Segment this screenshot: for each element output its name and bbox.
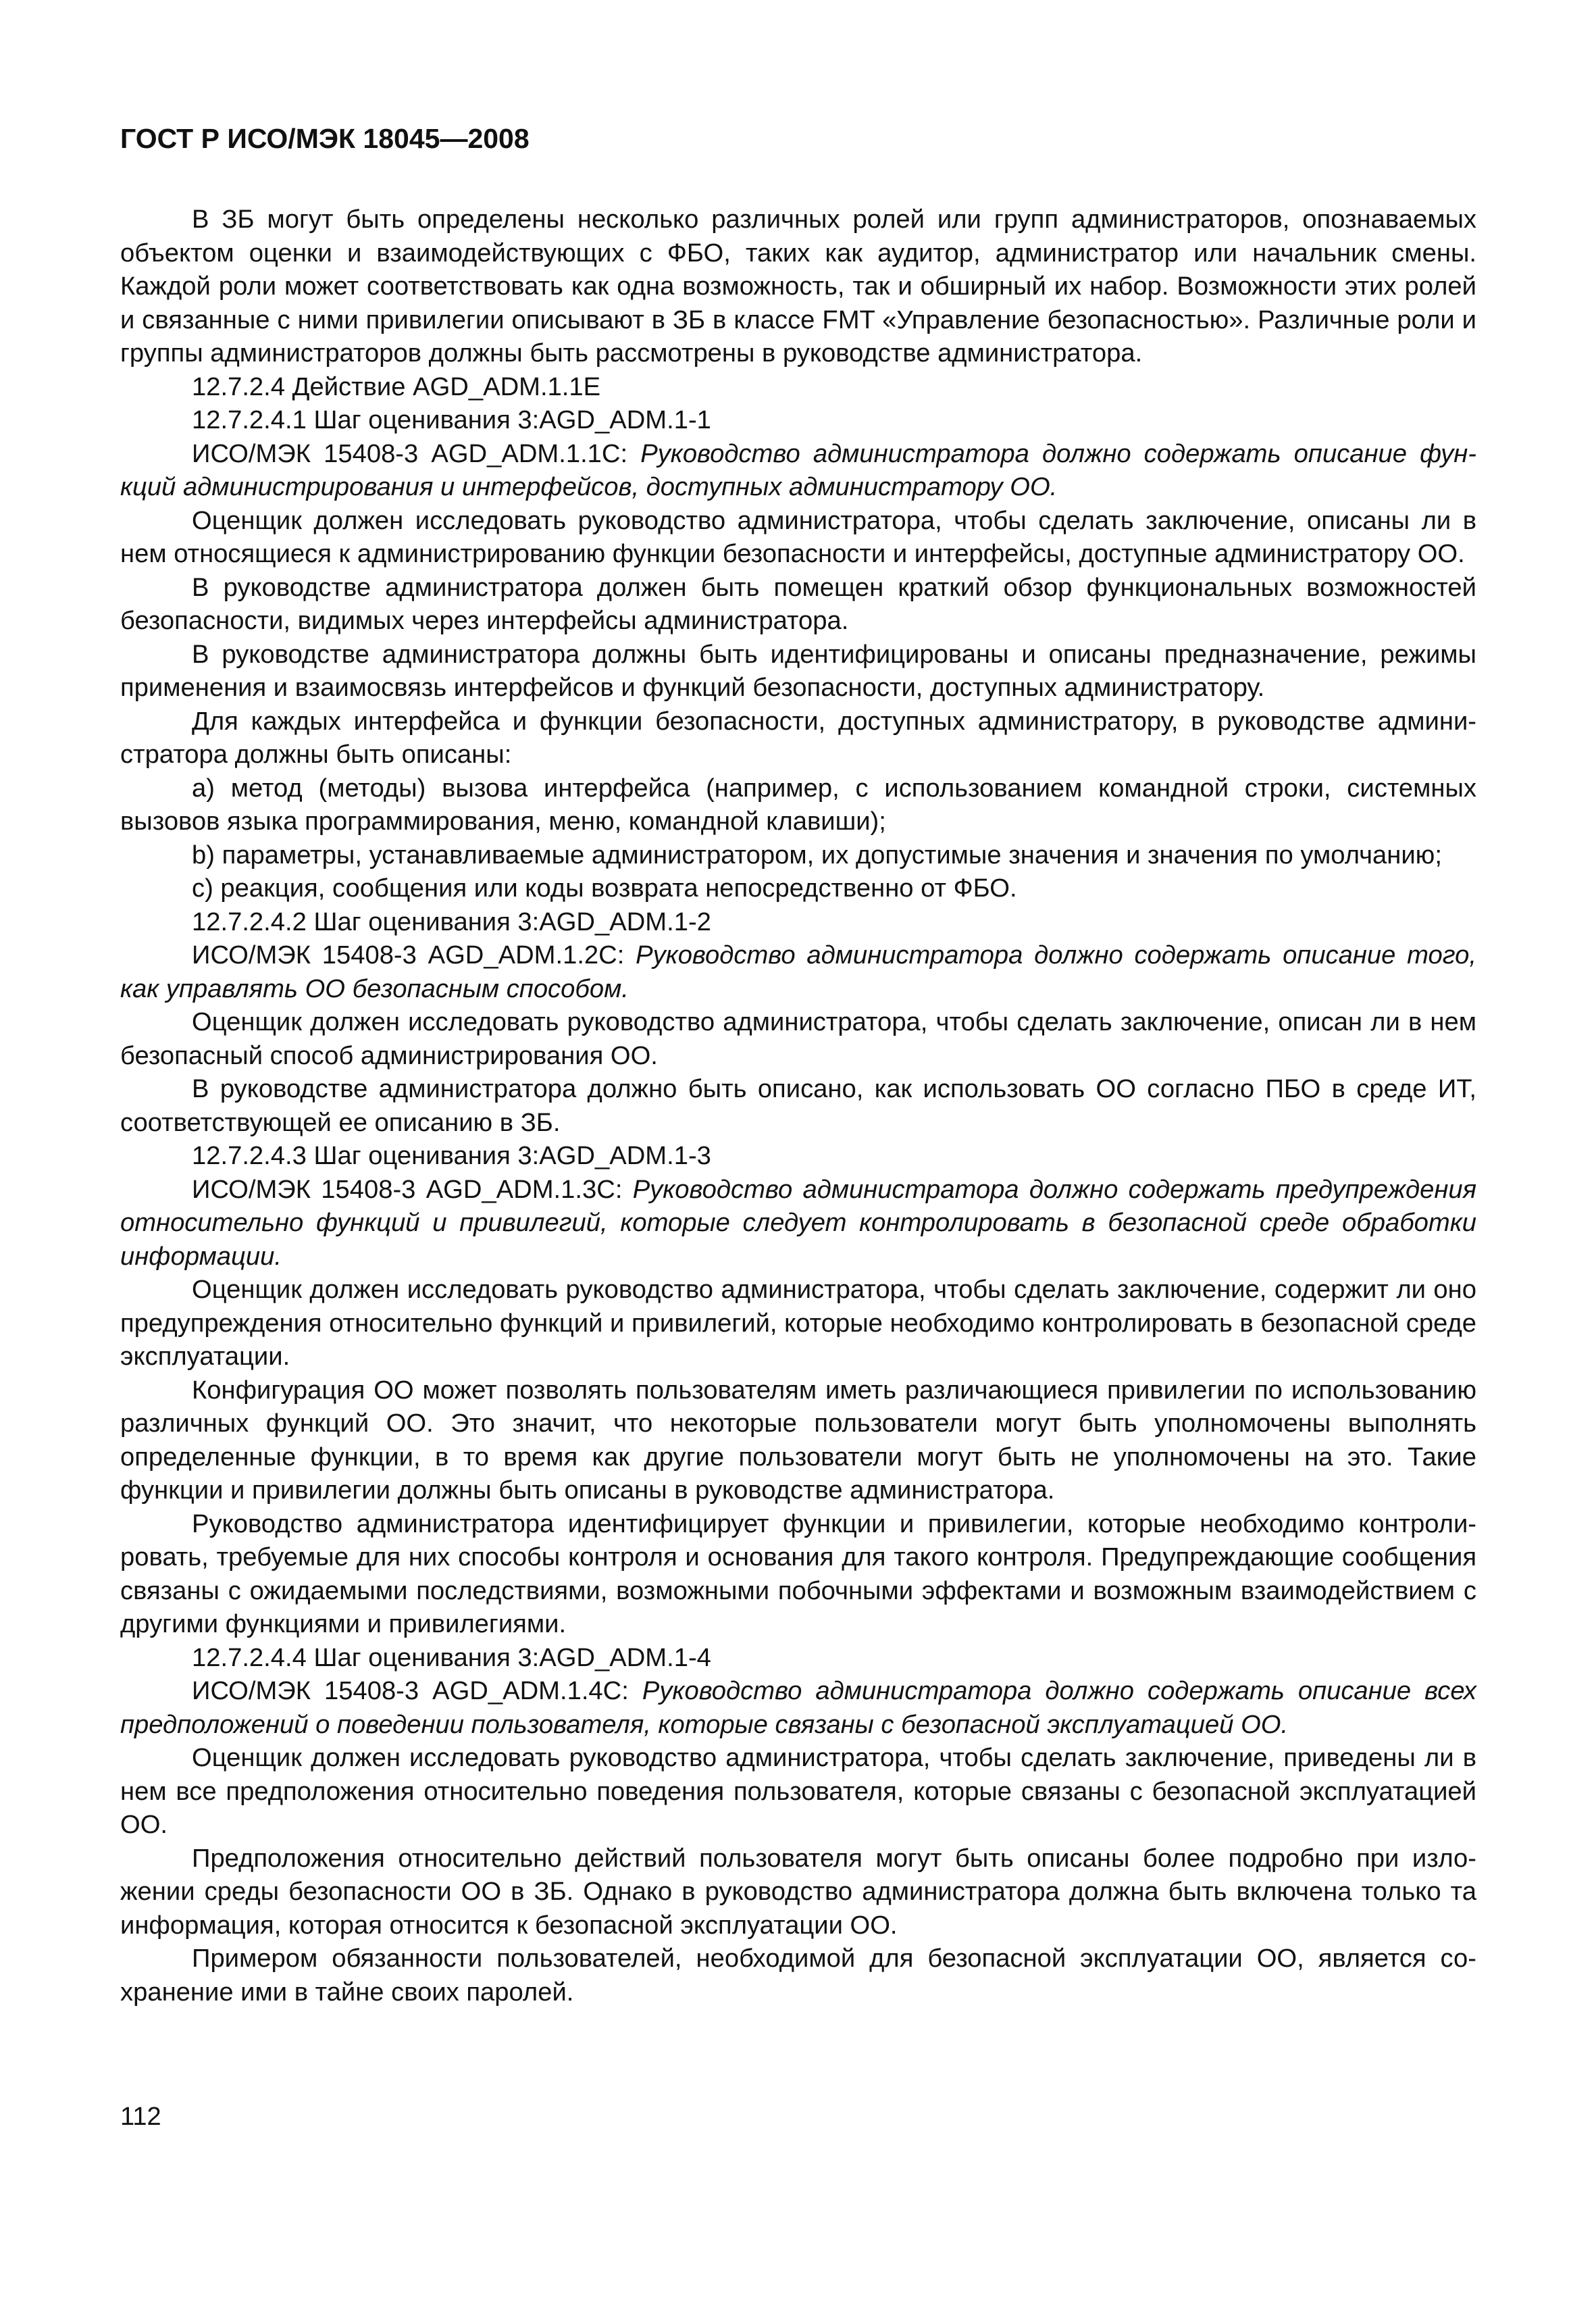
body-text bbox=[120, 203, 1476, 2009]
list-item: a) метод (методы) вызова интерфейса (например, с использованием командной строки, системных вызовов языка программирования, меню, командной клавиши); bbox=[120, 773, 1476, 836]
step-heading: 12.7.2.4.1 Шаг оценивания 3:AGD_ADM.1-1 bbox=[192, 405, 711, 434]
paragraph: В ЗБ могут быть определены несколько различных ролей или групп администраторов, опознаваемых объектом оценки и взаимодействующих с ФБО, таких как аудитор, администратор или начальник смены. Каждой роли может соответствовать как одна возможность, так и обширный их набор. Возможности этих ролей и связанные с ними привилегии описывают в ЗБ в классе FMT «Управление безопасностью». Различные роли и группы администраторов должны быть рассмотрены в руководстве администратора. bbox=[120, 205, 1476, 368]
requirement-reference: ИСО/МЭК 15408-3 AGD_ADM.1.1C: bbox=[192, 438, 641, 468]
paragraph: Предположения относительно действий пользователя могут быть описаны более подробно при изложении среды безопасности ОО в ЗБ. Однако в руководство администратора должна быть включена только та информация, которая относится к безопасной эксплуатации ОО. bbox=[120, 1843, 1476, 1940]
list-item: c) реакция, сообщения или коды возврата непосредственно от ФБО. bbox=[192, 874, 1017, 903]
paragraph: Для каждых интерфейса и функции безопасности, доступных администратору, в руководстве администратора должны быть описаны: bbox=[120, 706, 1476, 769]
paragraph: Оценщик должен исследовать руководство администратора, чтобы сделать заключение, содержит ли оно предупреждения относительно функций и привилегий, которые необходимо контролировать в безопасной среде эксплуатации. bbox=[120, 1275, 1476, 1371]
standard-header: ГОСТ Р ИСО/МЭК 18045—2008 bbox=[120, 123, 530, 154]
section-heading: 12.7.2.4 Действие AGD_ADM.1.1E bbox=[192, 372, 601, 401]
step-heading: 12.7.2.4.4 Шаг оценивания 3:AGD_ADM.1-4 bbox=[192, 1642, 711, 1672]
paragraph: Руководство администратора идентифицирует функции и привилегии, которые необходимо контролировать, требуемые для них способы контроля и основания для такого контроля. Предупреждающие сообщения связаны с ожидаемыми последствиями, возможными побочными эффектами и возможным взаимодействием с другими функциями и привилегиями. bbox=[120, 1509, 1476, 1638]
step-heading: 12.7.2.4.3 Шаг оценивания 3:AGD_ADM.1-3 bbox=[192, 1141, 711, 1170]
paragraph: Оценщик должен исследовать руководство администратора, чтобы сделать заключение, описан ли в нем безопасный способ администрирования ОО. bbox=[120, 1007, 1476, 1070]
requirement-text: Руководство администратора должно содержать описание всех предположений о поведении пользователя, которые связаны с безопасной эксплуатацией ОО. bbox=[120, 1676, 1476, 1739]
paragraph: В руководстве администратора должно быть описано, как использовать ОО согласно ПБО в среде ИТ, соответствующей ее описанию в ЗБ. bbox=[120, 1074, 1476, 1137]
requirement-paragraph bbox=[120, 938, 1476, 1005]
requirement-text: Руководство администратора должно содержать описание того, как управлять ОО безопасным способом. bbox=[120, 940, 1476, 1003]
paragraph: Оценщик должен исследовать руководство администратора, чтобы сделать заключение, приведены ли в нем все предположения относительно поведения пользователя, которые связаны с безопасной эксплуатацией ОО. bbox=[120, 1743, 1476, 1839]
paragraph: В руководстве администратора должны быть идентифицированы и описаны предназначение, режимы применения и взаимосвязь интерфейсов и функций безопасности, доступных администратору. bbox=[120, 639, 1476, 702]
step-heading: 12.7.2.4.2 Шаг оценивания 3:AGD_ADM.1-2 bbox=[192, 907, 711, 936]
requirement-text: Руководство администратора должно содержать предупреждения относительно функций и привилегий, которые следует контролировать в безопасной среде обработки информации. bbox=[120, 1174, 1476, 1271]
paragraph: В руководстве администратора должен быть помещен краткий обзор функциональных возможностей безопасности, видимых через интерфейсы администратора. bbox=[120, 572, 1476, 635]
requirement-reference: ИСО/МЭК 15408-3 AGD_ADM.1.4C: bbox=[192, 1676, 642, 1705]
requirement-paragraph bbox=[120, 1674, 1476, 1741]
list-item: b) параметры, устанавливаемые администратором, их допустимые значения и значения по умолчанию; bbox=[192, 840, 1442, 870]
requirement-paragraph bbox=[120, 437, 1476, 504]
requirement-reference: ИСО/МЭК 15408-3 AGD_ADM.1.3C: bbox=[192, 1174, 633, 1204]
paragraph: Оценщик должен исследовать руководство администратора, чтобы сделать заключение, описаны ли в нем относящиеся к администрированию функции безопасности и интерфейсы, доступные администратору ОО. bbox=[120, 505, 1476, 568]
requirement-paragraph bbox=[120, 1173, 1476, 1274]
paragraph: Примером обязанности пользователей, необходимой для безопасной эксплуатации ОО, является сохранение ими в тайне своих паролей. bbox=[120, 1944, 1476, 2007]
paragraph: Конфигурация ОО может позволять пользователям иметь различающиеся привилегии по использованию различных функций ОО. Это значит, что некоторые пользователи могут быть уполномочены выполнять определенные функции, в то время как другие пользователи могут быть не уполномочены на это. Такие функции и привилегии должны быть описаны в руководстве администратора. bbox=[120, 1375, 1476, 1505]
requirement-reference: ИСО/МЭК 15408-3 AGD_ADM.1.2C: bbox=[192, 940, 636, 970]
page-number: 112 bbox=[120, 2103, 161, 2131]
requirement-text: Руководство администратора должно содержать описание функций администрирования и интерфейсов, доступных администратору ОО. bbox=[120, 438, 1476, 501]
